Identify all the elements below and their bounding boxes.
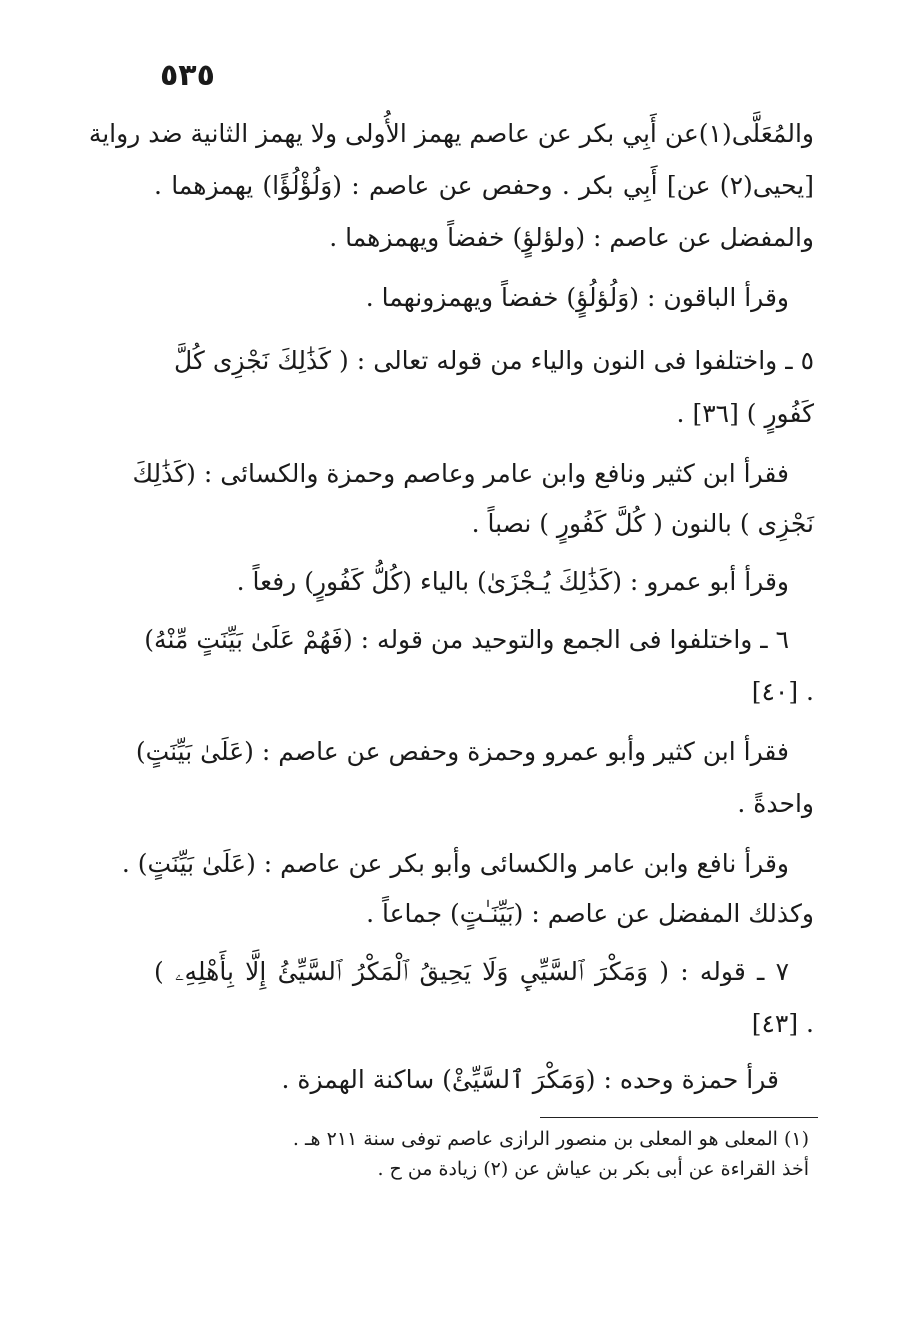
text-line-3: والمفضل عن عاصم : (ولؤلؤٍ) خفضاً ويهمزهما .: [329, 223, 814, 252]
text-line-13: واحدةً .: [737, 789, 814, 818]
text-line-16: ٧ ـ قوله : ( وَمَكْرَ ٱلسَّيِّىِٕ وَلَا يَحِيقُ ٱلْمَكْرُ ٱلسَّيِّئُ إِلَّا بِأَهْلِهِۦ ): [154, 957, 789, 986]
text-line-6: كَفُورٍ ) [٣٦] .: [676, 399, 814, 428]
text-line-11: [٤٠] .: [751, 677, 814, 706]
text-line-8: نَجْزِى ) بالنون ( كُلَّ كَفُورٍ ) نصباً .: [471, 509, 814, 538]
text-line-12: فقرأ ابن كثير وأبو عمرو وحمزة وحفص عن عاصم : (عَلَىٰ بَيِّنَتٍ): [135, 737, 789, 766]
text-line-15: وكذلك المفضل عن عاصم : (بَيِّنَـٰتٍ) جماعاً .: [366, 899, 814, 928]
page-number: ٥٣٥: [160, 58, 215, 93]
text-line-4: وقرأ الباقون : (وَلُؤلُؤٍ) خفضاً ويهمزونهما .: [365, 283, 789, 312]
footnote-line-2: أخذ القراءة عن أبى بكر بن عياش عن (٢) زيادة من ح .: [377, 1158, 809, 1180]
text-line-2: [يحيى(٢) عن] أَبِي بكر . وحفص عن عاصم : (وَلُؤْلُؤًا) يهمزهما .: [154, 171, 814, 200]
footnote-line-1: (١) المعلى هو المعلى بن منصور الرازى عاصم توفى سنة ٢١١ هـ .: [292, 1128, 809, 1150]
text-line-7: فقرأ ابن كثير ونافع وابن عامر وعاصم وحمزة والكسائى : (كَذَٰلِكَ: [132, 459, 789, 488]
text-line-1: والمُعَلَّى(١)عن أَبِي بكر عن عاصم يهمز الأُولى ولا يهمز الثانية ضد رواية: [88, 119, 814, 148]
text-line-17: [٤٣] .: [751, 1009, 814, 1038]
text-line-5: ٥ ـ واختلفوا فى النون والياء من قوله تعالى : ( كَذَٰلِكَ نَجْزِى كُلَّ: [174, 346, 814, 375]
text-line-9: وقرأ أبو عمرو : (كَذَٰلِكَ يُـجْزَىٰ) بالياء (كُلُّ كَفُورٍ) رفعاً .: [236, 567, 789, 596]
footnote-divider: [540, 1117, 818, 1118]
text-line-18: قرأ حمزة وحده : (وَمَكْرَ ٱلسَّيِّئْ) ساكنة الهمزة .: [281, 1065, 779, 1094]
text-line-10: ٦ ـ واختلفوا فى الجمع والتوحيد من قوله : (فَهُمْ عَلَىٰ بَيِّنَتٍ مِّنْهُ): [144, 625, 789, 654]
text-line-14: وقرأ نافع وابن عامر والكسائى وأبو بكر عن عاصم : (عَلَىٰ بَيِّنَتٍ) .: [121, 849, 789, 878]
